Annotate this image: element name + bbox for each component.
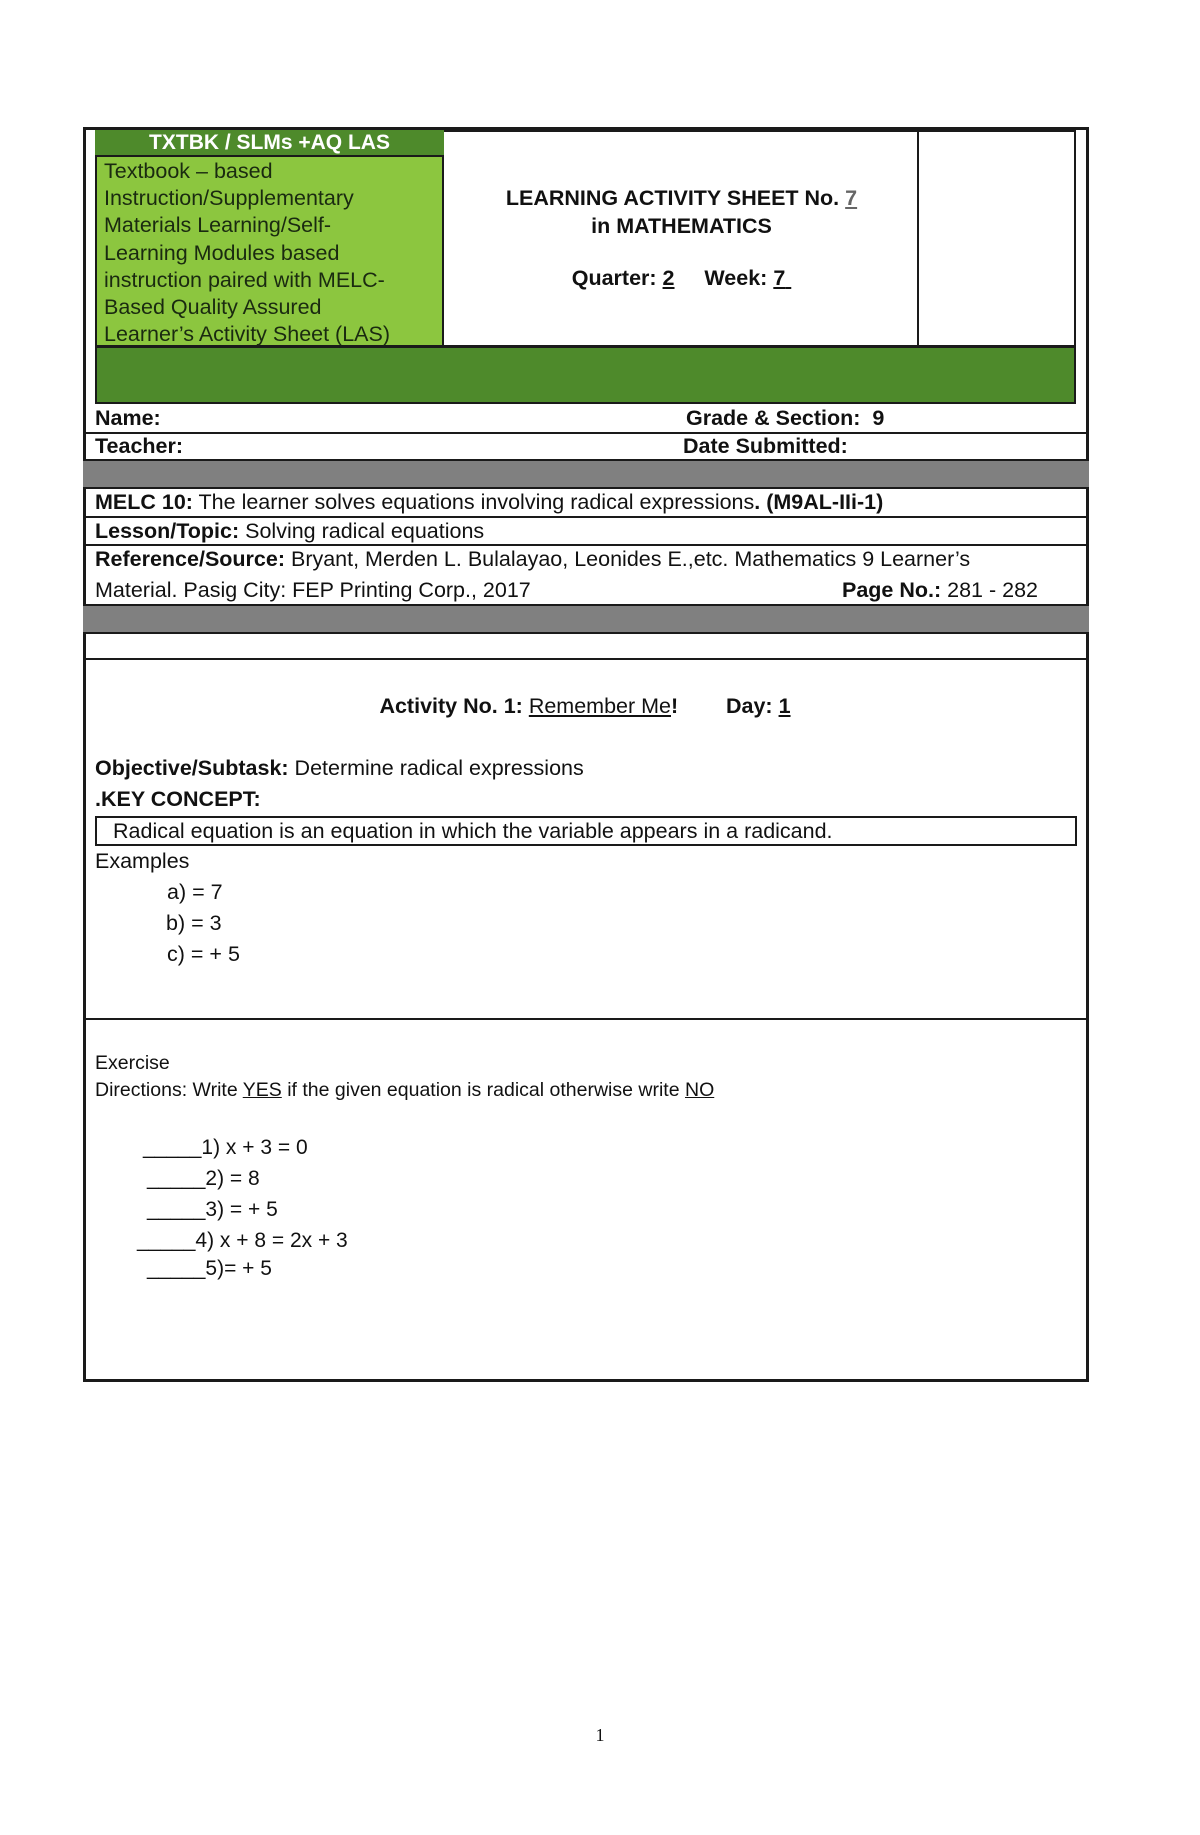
example-item: a) = 7 bbox=[167, 880, 223, 904]
quarter-value: 2 bbox=[662, 266, 675, 290]
day-value: 1 bbox=[778, 694, 791, 718]
exercise-directions: Directions: Write YES if the given equation is radical otherwise write NO bbox=[95, 1079, 715, 1101]
exercise-item: _____4) x + 8 = 2x + 3 bbox=[137, 1229, 348, 1252]
badge-title: TXTBK / SLMs +AQ LAS bbox=[95, 130, 444, 157]
page-label: Page No.: bbox=[842, 578, 942, 602]
grade-value: 9 bbox=[872, 406, 885, 430]
melc-code: . (M9AL-IIi-1) bbox=[754, 490, 884, 514]
example-item: b) = 3 bbox=[166, 911, 222, 935]
no-keyword: NO bbox=[685, 1079, 715, 1101]
divider bbox=[83, 516, 1089, 518]
badge-line: Instruction/Supplementary bbox=[104, 186, 354, 211]
section-bar bbox=[83, 459, 1089, 489]
activity-heading: Activity No. 1: Remember Me! Day: 1 bbox=[379, 694, 791, 718]
melc-label: MELC 10: bbox=[95, 490, 193, 514]
badge-line: Materials Learning/Self- bbox=[104, 213, 332, 238]
lesson-text: Solving radical equations bbox=[239, 519, 485, 543]
melc-row bbox=[95, 490, 1075, 515]
exercise-title: Exercise bbox=[95, 1052, 170, 1074]
quarter-week: Quarter: 2 Week: 7 bbox=[571, 266, 786, 290]
section-bar bbox=[83, 604, 1089, 634]
week-value: 7 bbox=[773, 266, 786, 290]
activity-title: Remember Me bbox=[528, 694, 671, 718]
badge-line: Learning Modules based bbox=[104, 240, 340, 265]
teacher-label: Teacher: bbox=[95, 434, 184, 458]
objective bbox=[95, 756, 584, 781]
reference-text: Bryant, Merden L. Bulalayao, Leonides E.,etc. Mathematics 9 Learner’s bbox=[285, 547, 971, 571]
melc-text: The learner solves equations involving radical expressions bbox=[192, 490, 755, 514]
objective-text: Determine radical expressions bbox=[288, 756, 584, 780]
badge-line: Based Quality Assured bbox=[104, 295, 322, 320]
sheet-title: LEARNING ACTIVITY SHEET No. 7 in MATHEMATICS bbox=[444, 184, 919, 240]
examples-label: Examples bbox=[95, 849, 190, 873]
divider bbox=[83, 658, 1089, 660]
exercise-item: _____3) = + 5 bbox=[147, 1198, 278, 1221]
exercise-item: _____1) x + 3 = 0 bbox=[143, 1136, 308, 1159]
page-number: 1 bbox=[595, 1725, 605, 1745]
name-label: Name: bbox=[95, 406, 161, 430]
divider bbox=[83, 1018, 1089, 1020]
badge-line: instruction paired with MELC- bbox=[104, 267, 385, 292]
logo-cell bbox=[919, 130, 1076, 347]
lesson-label: Lesson/Topic: bbox=[95, 519, 240, 543]
badge-line: Textbook – based bbox=[104, 159, 273, 183]
divider bbox=[83, 544, 1089, 546]
key-concept-label: .KEY CONCEPT: bbox=[95, 787, 261, 811]
page-reference bbox=[842, 578, 1038, 603]
reference-label: Reference/Source: bbox=[95, 547, 285, 571]
header-band bbox=[95, 346, 1076, 404]
reference-line-2: Material. Pasig City: FEP Printing Corp., 2017 bbox=[95, 578, 531, 602]
exercise-item: _____2) = 8 bbox=[147, 1167, 260, 1190]
key-concept-text: Radical equation is an equation in which the variable appears in a radicand. bbox=[113, 819, 833, 843]
objective-label: Objective/Subtask: bbox=[95, 756, 289, 780]
reference-row bbox=[95, 547, 970, 572]
exercise-item: _____5)= + 5 bbox=[147, 1257, 272, 1280]
subject: in MATHEMATICS bbox=[591, 214, 772, 238]
key-concept-box bbox=[95, 816, 1077, 846]
sheet-number: 7 bbox=[845, 186, 858, 210]
badge-line: Learner’s Activity Sheet (LAS) bbox=[104, 322, 391, 347]
example-item: c) = + 5 bbox=[167, 942, 240, 966]
page-value: 281 - 282 bbox=[941, 578, 1038, 602]
date-submitted-label: Date Submitted: bbox=[683, 434, 848, 458]
grade-section: Grade & Section: 9 bbox=[686, 406, 885, 430]
yes-keyword: YES bbox=[242, 1079, 282, 1101]
badge-description bbox=[104, 158, 444, 348]
divider bbox=[83, 432, 1089, 434]
lesson-row bbox=[95, 519, 484, 544]
